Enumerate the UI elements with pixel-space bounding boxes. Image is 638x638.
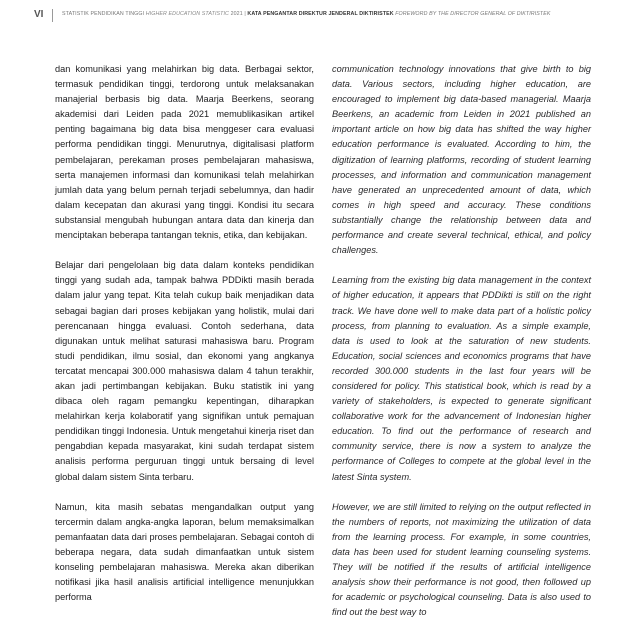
section-title-en: FOREWORD BY THE DIRECTOR GENERAL OF DIKTIRISTEK	[395, 11, 551, 17]
paragraph: Belajar dari pengelolaan big data dalam konteks pendidikan tinggi yang sudah ada, tampak bahwa PDDikti masih berada dalam jalur yang tepat. Kita telah cukup baik menjadikan data sebagai bagian dari proses kebijakan yang holistik, mulai dari perencanaan hingga evaluasi. Contoh sederhana, data digunakan untuk melihat saturasi mahasiswa baru. Program studi pendidikan, ilmu sosial, dan ekonomi yang angkanya tercatat mencapai 300.000 mahasiswa dalam 4 tahun terakhir, akan jadi pertimbangan kebijakan. Buku statistik ini yang dibaca oleh ragam pemangku kepentingan, diharapkan melahirkan kerja kolaboratif yang signifikan untuk pemajuan pendidikan tinggi Indonesia. Untuk mengetahui kinerja riset dan pengabdian kepada masyarakat, kini sudah terdapat sistem analisis performa perguruan tinggi untuk bersaing di level global dalam sistem Sinta terbaru.	[55, 260, 314, 482]
paragraph: Namun, kita masih sebatas mengandalkan output yang tercermin dalam angka-angka laporan, belum memaksimalkan pemanfaatan data dari proses pembelajaran. Sebagai contoh di beberapa negara, data sudah dimanfaatkan untuk sistem konseling pembelajaran mahasiswa. Mereka akan diberikan notifikasi jika hasil analisis artificial intelligence menunjukkan performa	[55, 501, 314, 603]
page-number: VI	[34, 9, 44, 20]
paragraph: Learning from the existing big data management in the context of higher education, it appears that PDDikti is still on the right track. We have done well to make data part of a holistic policy process, from planning to evaluation. As a simple example, data is used to look at the saturation of new students. Education, social sciences and economics programs that have recorded 300.000 students in the last four years will be considered for policy. This statistical book, which is read by a variety of stakeholders, is expected to generate significant collaborative work for the advancement of Indonesian higher education. To find out the performance of research and community service, there is now a system to analyze the performance of Colleges to compete at the global level in the latest Sinta system.	[332, 275, 591, 482]
paragraph: dan komunikasi yang melahirkan big data. Berbagai sektor, termasuk pendidikan tinggi, terdorong untuk melaksanakan manajerial berbasis big data. Maarja Beerkens, seorang akademisi dari Leiden pada 2021 memublikasikan artikel penting bagaimana big data bisa menggeser cara evaluasi performa pendidikan tinggi. Menurutnya, digitalisasi platform pembelajaran, perekaman proses pembelajaran mahasiswa, serta manajemen informasi dan komunikasi telah melahirkan jumlah data yang belum pernah terjadi sebelumnya, dan hadir dalam kecepatan dan akurasi yang tinggi. Kondisi itu secara substansial mengubah hubungan antara data dan kinerja dan menciptakan beberapa tantangan teknis, etika, dan kebijakan.	[55, 64, 314, 241]
running-head	[62, 11, 551, 17]
header-divider	[52, 9, 53, 22]
section-title: KATA PENGANTAR DIREKTUR JENDERAL DIKTIRISTEK	[247, 11, 394, 17]
publication-title: STATISTIK PENDIDIKAN TINGGI	[62, 11, 145, 17]
paragraph: However, we are still limited to relying on the output reflected in the numbers of reports, not maximizing the utilization of data from the learning process. For example, in some countries, data has been used for student learning counseling systems. They will be notified if the results of artificial intelligence analysis show their performance is not good, then followed up for academic or psychological counseling. Data is also used to find out the best way to	[332, 501, 591, 618]
page-header	[0, 0, 638, 34]
publication-year: 2021	[230, 11, 243, 17]
paragraph: communication technology innovations that give birth to big data. Various sectors, including higher education, are encouraged to implement big data-based managerial. Maarja Beerkens, an academic from Leiden in 2021 published an important article on how big data has shifted the way higher education performance is evaluated. According to him, the digitization of learning platforms, recording of student learning processes, and information and communication management have generated an unprecedented amount of data, which comes in high speed and accuracy. These conditions substantially change the relationship between data and performance and create several technical, ethical, and policy challenges.	[332, 64, 591, 256]
body-column-english	[332, 62, 591, 636]
body-column-indonesian	[55, 62, 314, 620]
header-separator: |	[244, 11, 246, 17]
publication-title-en: HIGHER EDUCATION STATISTIC	[145, 11, 229, 17]
